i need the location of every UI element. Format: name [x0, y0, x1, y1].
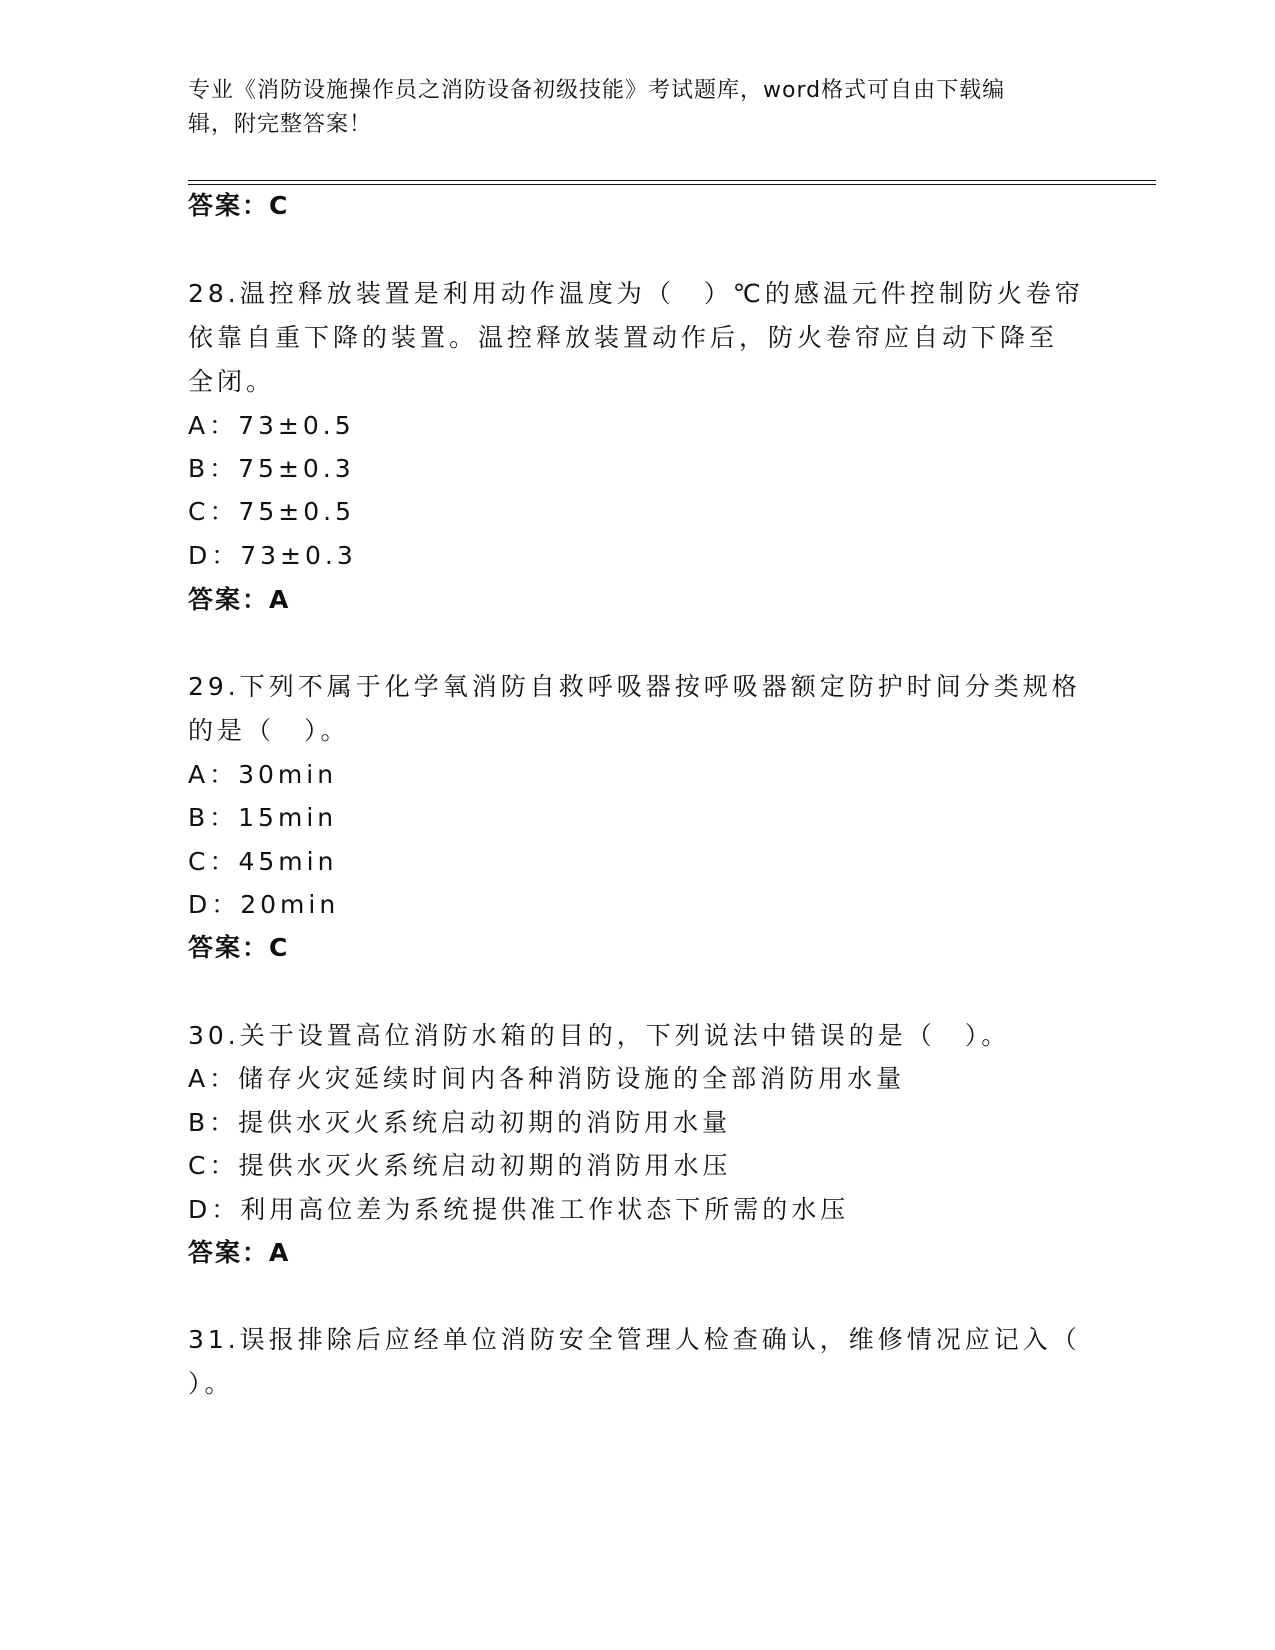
q29-answer: 答案：C: [188, 933, 290, 962]
header-line-1: 专业《消防设施操作员之消防设备初级技能》考试题库，word格式可自由下载编: [188, 78, 1006, 103]
q28-option-b: B：75±0.3: [188, 454, 355, 483]
q31-stem-line-2: ）。: [188, 1369, 234, 1398]
q28-stem-line-2: 依靠自重下降的装置。温控释放装置动作后，防火卷帘应自动下降至: [188, 323, 1059, 352]
q28-option-d: D：73±0.3: [188, 541, 357, 570]
header-line-2: 辑，附完整答案！: [188, 112, 373, 137]
header-divider-top: [188, 180, 1156, 181]
q30-option-c: C：提供水灭火系统启动初期的消防用水压: [188, 1151, 732, 1180]
q30-option-a: A：储存火灾延续时间内各种消防设施的全部消防用水量: [188, 1064, 906, 1093]
header-divider-bottom: [188, 184, 1156, 185]
q30-option-d: D：利用高位差为系统提供准工作状态下所需的水压: [188, 1195, 850, 1224]
q29-option-d: D：20min: [188, 890, 340, 919]
document-header: [188, 74, 1068, 142]
q29-option-c: C：45min: [188, 847, 338, 876]
q29-option-a: A：30min: [188, 760, 338, 789]
answer-27: 答案：C: [188, 191, 290, 220]
q28-stem-line-1: 28.温控释放装置是利用动作温度为（ ）℃的感温元件控制防火卷帘: [188, 279, 1084, 308]
q31-stem-line-1: 31.误报排除后应经单位消防安全管理人检查确认，维修情况应记入（: [188, 1325, 1081, 1354]
q30-stem-line-1: 30.关于设置高位消防水箱的目的，下列说法中错误的是（ ）。: [188, 1021, 1011, 1050]
q28-stem-line-3: 全闭。: [188, 367, 276, 396]
q29-option-b: B：15min: [188, 803, 338, 832]
q30-option-b: B：提供水灭火系统启动初期的消防用水量: [188, 1108, 732, 1137]
q29-stem-line-2: 的是（ ）。: [188, 716, 350, 745]
q30-answer: 答案：A: [188, 1238, 291, 1267]
q28-answer: 答案：A: [188, 585, 291, 614]
q28-option-a: A：73±0.5: [188, 411, 355, 440]
q29-stem-line-1: 29.下列不属于化学氧消防自救呼吸器按呼吸器额定防护时间分类规格: [188, 672, 1081, 701]
q28-option-c: C：75±0.5: [188, 497, 355, 526]
